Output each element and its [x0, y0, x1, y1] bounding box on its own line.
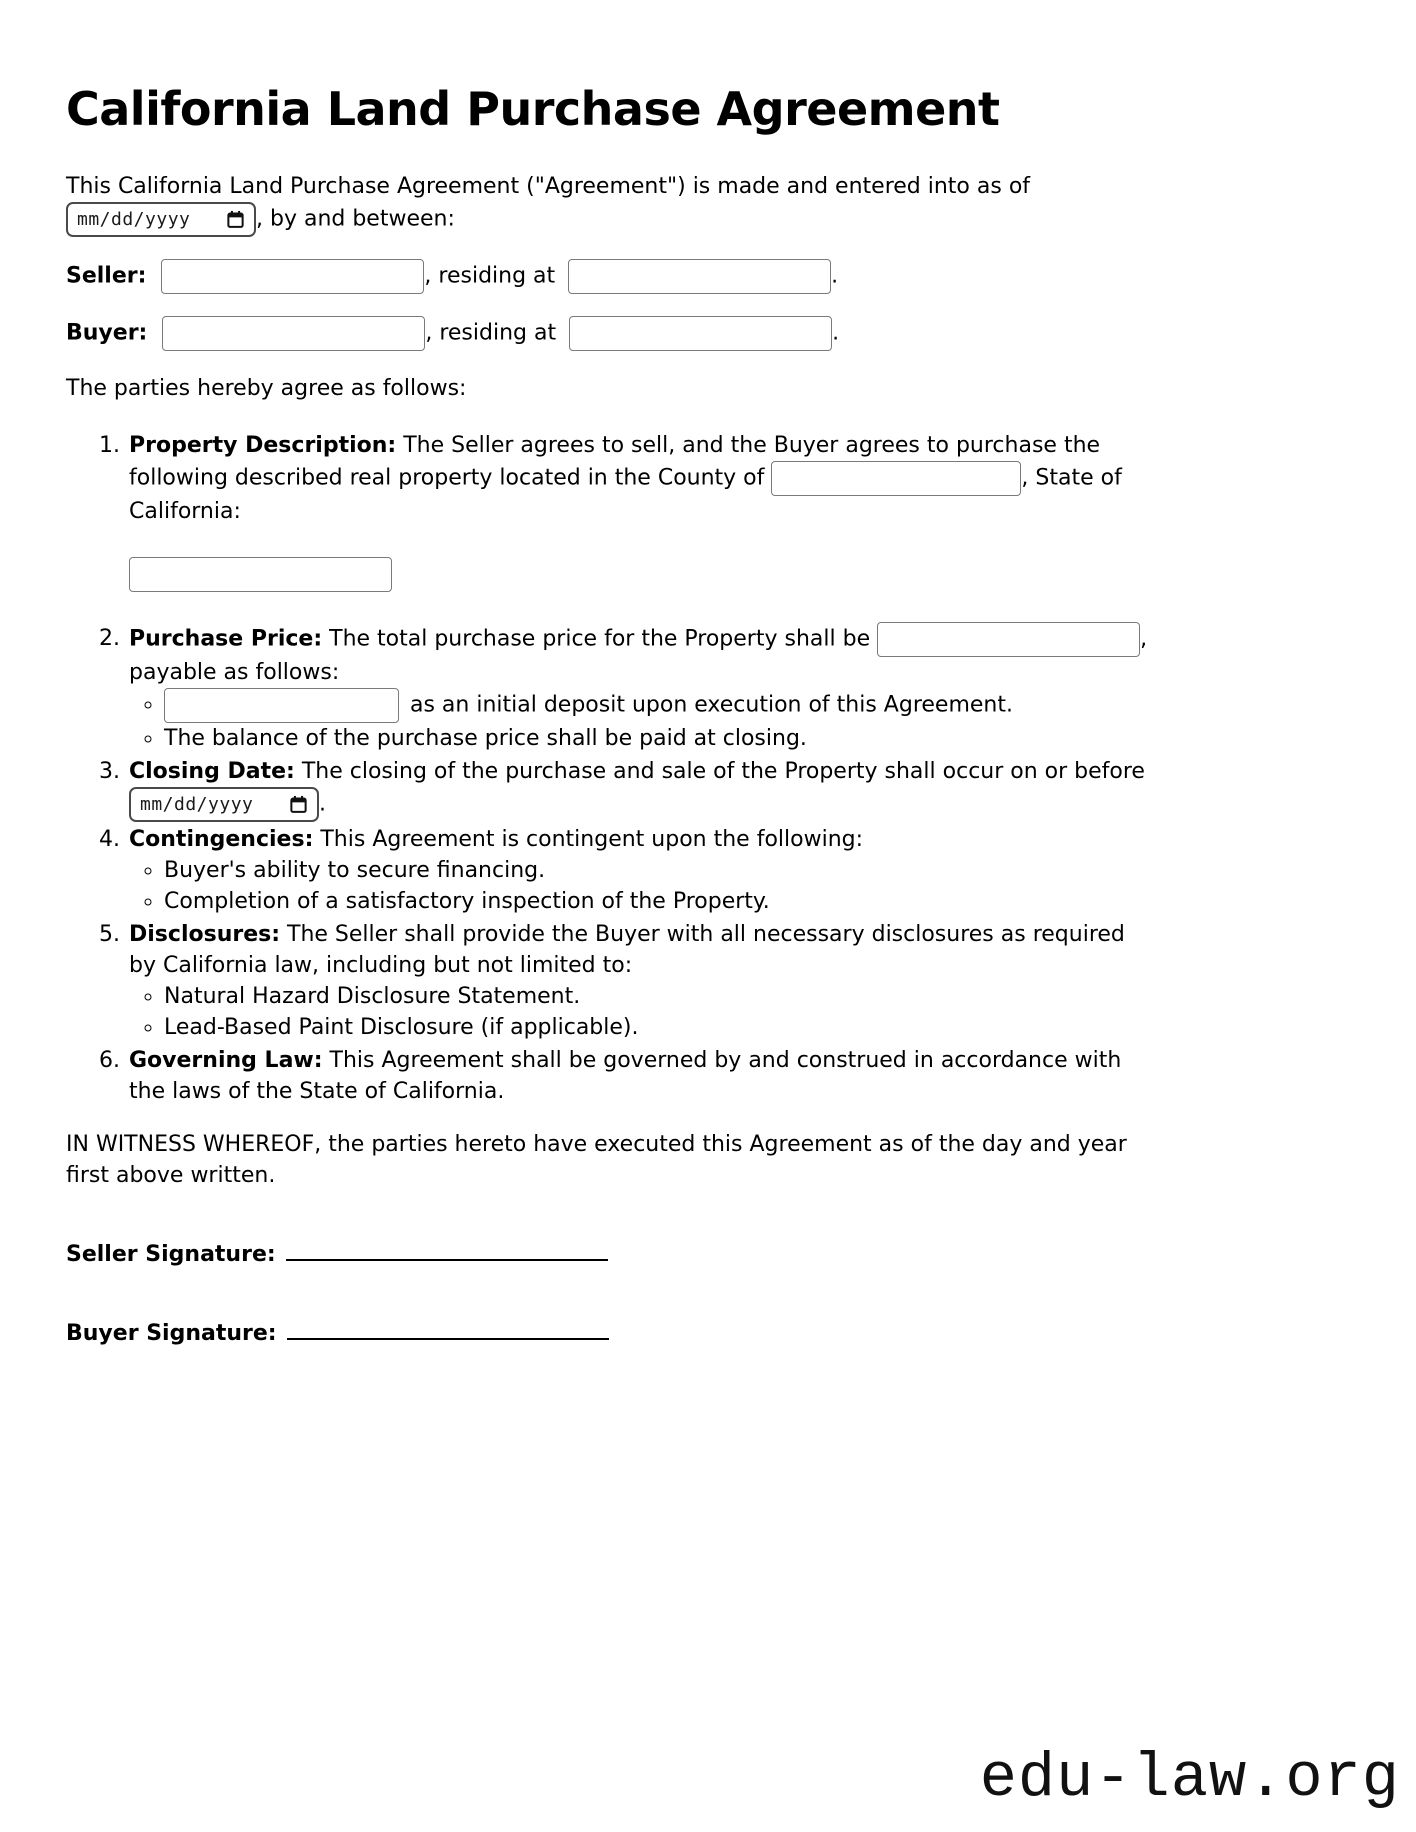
- deposit-text: as an initial deposit upon execution of this Agreement.: [403, 692, 1013, 718]
- agreement-date-placeholder: mm/dd/yyyy: [77, 208, 191, 230]
- term-property-description: [127, 430, 1154, 592]
- purchase-price-sublist: [129, 688, 1154, 754]
- buyer-signature-label: Buyer Signature:: [66, 1320, 277, 1346]
- term-purchase-price: [127, 622, 1154, 754]
- buyer-name-input[interactable]: [162, 316, 425, 351]
- witness-paragraph: IN WITNESS WHEREOF, the parties hereto have executed this Agreement as of the day and year first above written.: [66, 1131, 1127, 1188]
- seller-signature-line: [286, 1235, 608, 1261]
- property-description-input-row: [129, 557, 1154, 592]
- seller-address-input[interactable]: [568, 259, 831, 294]
- disclosures-sublist: [129, 981, 1154, 1043]
- balance-item: ◦ The balance of the purchase price shall be paid at closing.: [164, 723, 1154, 754]
- seller-signature-label: Seller Signature:: [66, 1241, 276, 1267]
- disclosures-label: Disclosures:: [129, 921, 281, 947]
- governing-law-label: Governing Law:: [129, 1047, 323, 1073]
- term-contingencies: [127, 824, 1154, 917]
- closing-date-label: Closing Date:: [129, 758, 295, 784]
- document-content: [66, 84, 1154, 1349]
- intro-text-after-date: , by and between:: [256, 206, 455, 232]
- intro-paragraph: [66, 171, 1154, 237]
- closing-date-input[interactable]: [129, 787, 319, 822]
- seller-row: [66, 259, 1154, 294]
- contingency-inspection: ◦ Completion of a satisfactory inspection of the Property.: [164, 886, 1154, 917]
- term-closing-date: [127, 756, 1154, 822]
- governing-law-text: This Agreement shall be governed by and construed in accordance with the laws of the State of California.: [129, 1047, 1122, 1104]
- closing-date-period: .: [319, 791, 326, 817]
- contingencies-text: This Agreement is contingent upon the following:: [313, 826, 864, 852]
- calendar-icon: [289, 795, 308, 814]
- disclosures-text: The Seller shall provide the Buyer with all necessary disclosures as required by California law, including but not limited to:: [129, 921, 1125, 978]
- property-description-text-1: The Seller agrees to sell, and the Buyer agrees to purchase the following described real property located in the County of: [129, 432, 1101, 491]
- property-description-input[interactable]: [129, 557, 392, 592]
- buyer-period: .: [832, 320, 840, 346]
- terms-list: [66, 430, 1154, 1107]
- buyer-row: [66, 316, 1154, 351]
- agreement-date-input[interactable]: [66, 202, 256, 237]
- disclosure-lead-paint: ◦ Lead-Based Paint Disclosure (if applicable).: [164, 1012, 1154, 1043]
- property-description-label: Property Description:: [129, 432, 397, 458]
- deposit-amount-input[interactable]: [164, 688, 399, 723]
- seller-residing-text: , residing at: [424, 263, 556, 289]
- purchase-price-text-2: , payable as follows:: [129, 626, 1148, 685]
- seller-label: Seller:: [66, 263, 147, 289]
- brand-watermark: edu-law.org: [979, 1743, 1400, 1814]
- seller-signature-row: [66, 1235, 1154, 1270]
- purchase-price-text-1: The total purchase price for the Property shall be: [322, 626, 878, 652]
- intro-text-before-date: This California Land Purchase Agreement ("Agreement") is made and entered into as of: [66, 173, 1031, 199]
- contingency-financing: ◦ Buyer's ability to secure financing.: [164, 855, 1154, 886]
- page-title: California Land Purchase Agreement: [66, 82, 1000, 136]
- contingencies-label: Contingencies:: [129, 826, 314, 852]
- term-disclosures: [127, 919, 1154, 1043]
- calendar-icon: [226, 210, 245, 229]
- closing-date-placeholder: mm/dd/yyyy: [140, 793, 254, 815]
- contingencies-sublist: [129, 855, 1154, 917]
- preamble-paragraph: The parties hereby agree as follows:: [66, 375, 467, 401]
- purchase-price-label: Purchase Price:: [129, 626, 323, 652]
- seller-period: .: [831, 263, 839, 289]
- purchase-price-input[interactable]: [877, 622, 1140, 657]
- term-governing-law: [127, 1045, 1154, 1107]
- deposit-item: [164, 688, 1154, 723]
- county-input[interactable]: [771, 461, 1021, 496]
- buyer-residing-text: , residing at: [425, 320, 557, 346]
- seller-name-input[interactable]: [161, 259, 424, 294]
- buyer-label: Buyer:: [66, 320, 148, 346]
- closing-date-text: The closing of the purchase and sale of the Property shall occur on or before: [294, 758, 1145, 784]
- buyer-signature-row: [66, 1314, 1154, 1349]
- buyer-signature-line: [287, 1314, 609, 1340]
- property-description-text-2: , State of California:: [129, 465, 1122, 524]
- disclosure-natural-hazard: ◦ Natural Hazard Disclosure Statement.: [164, 981, 1154, 1012]
- buyer-address-input[interactable]: [569, 316, 832, 351]
